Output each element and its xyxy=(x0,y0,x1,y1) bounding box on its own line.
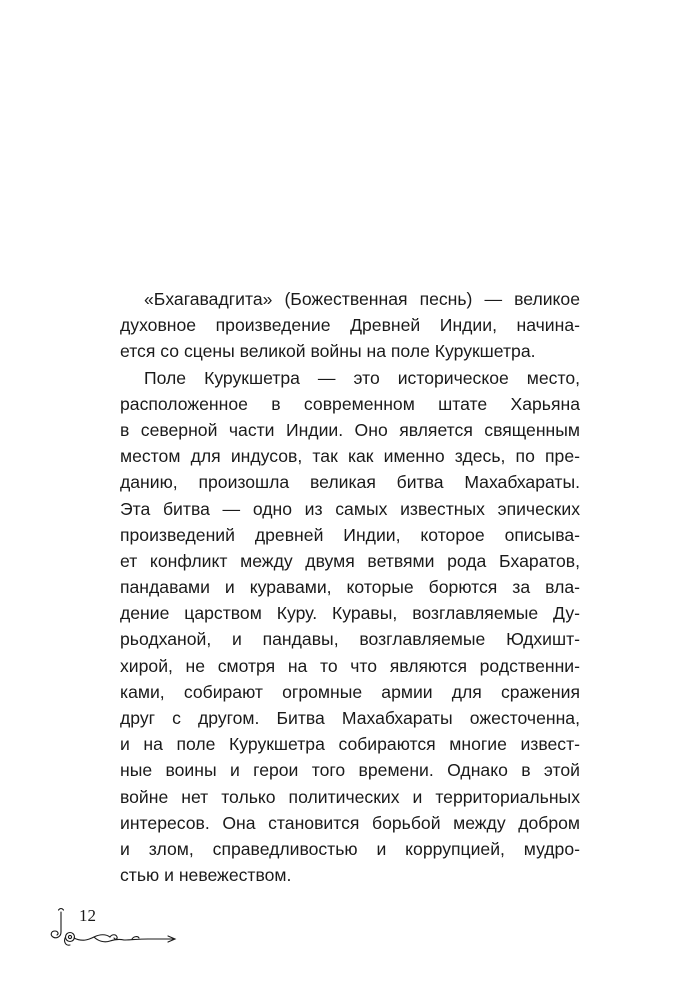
page-number: 12 xyxy=(79,906,96,925)
text-line: войне нет только политических и территориальных xyxy=(120,786,580,807)
text-line: ется со сцены великой войны на поле Курукшетра. xyxy=(120,341,536,362)
text-line: пандавами и куравами, которые борются за вла- xyxy=(120,577,580,598)
text-line: интересов. Она становится борьбой между добром xyxy=(120,812,580,833)
text-line: дение царством Куру. Куравы, возглавляемые Ду- xyxy=(120,603,580,624)
text-line: и злом, справедливостью и коррупцией, мудро- xyxy=(120,838,580,859)
text-line: ками, собирают огромные армии для сражения xyxy=(120,681,580,702)
text-line: данию, произошла великая битва Махабхараты. xyxy=(120,472,580,493)
text-line: духовное произведение Древней Индии, начина- xyxy=(120,315,580,336)
paragraph xyxy=(120,286,580,365)
paragraph xyxy=(120,365,580,889)
text-line: ет конфликт между двумя ветвями рода Бхаратов, xyxy=(120,550,580,571)
text-line: и на поле Курукшетра собираются многие извест- xyxy=(120,734,580,755)
text-line: стью и невежеством. xyxy=(120,865,292,886)
text-line: в северной части Индии. Оно является священным xyxy=(120,419,580,440)
text-line: Эта битва — одно из самых известных эпических xyxy=(120,498,580,519)
text-line: произведений древней Индии, которое описыва- xyxy=(120,524,580,545)
text-line: друг с другом. Битва Махабхараты ожесточенна, xyxy=(120,708,580,728)
text-line: ные воины и герои того времени. Однако в этой xyxy=(120,760,580,781)
text-line: хирой, не смотря на то что являются родственни- xyxy=(120,655,580,676)
text-line: «Бхагавадгита» (Божественная песнь) — великое xyxy=(144,289,580,309)
flourish-icon xyxy=(48,906,188,966)
text-line: расположенное в современном штате Харьяна xyxy=(120,393,580,414)
page-footer xyxy=(48,906,188,966)
text-line: рьодханой, и пандавы, возглавляемые Юдхишт- xyxy=(120,629,580,650)
text-line: местом для индусов, так как именно здесь, по пре- xyxy=(120,446,580,467)
text-line: Поле Курукшетра — это историческое место, xyxy=(144,367,580,388)
body-text xyxy=(120,286,580,888)
